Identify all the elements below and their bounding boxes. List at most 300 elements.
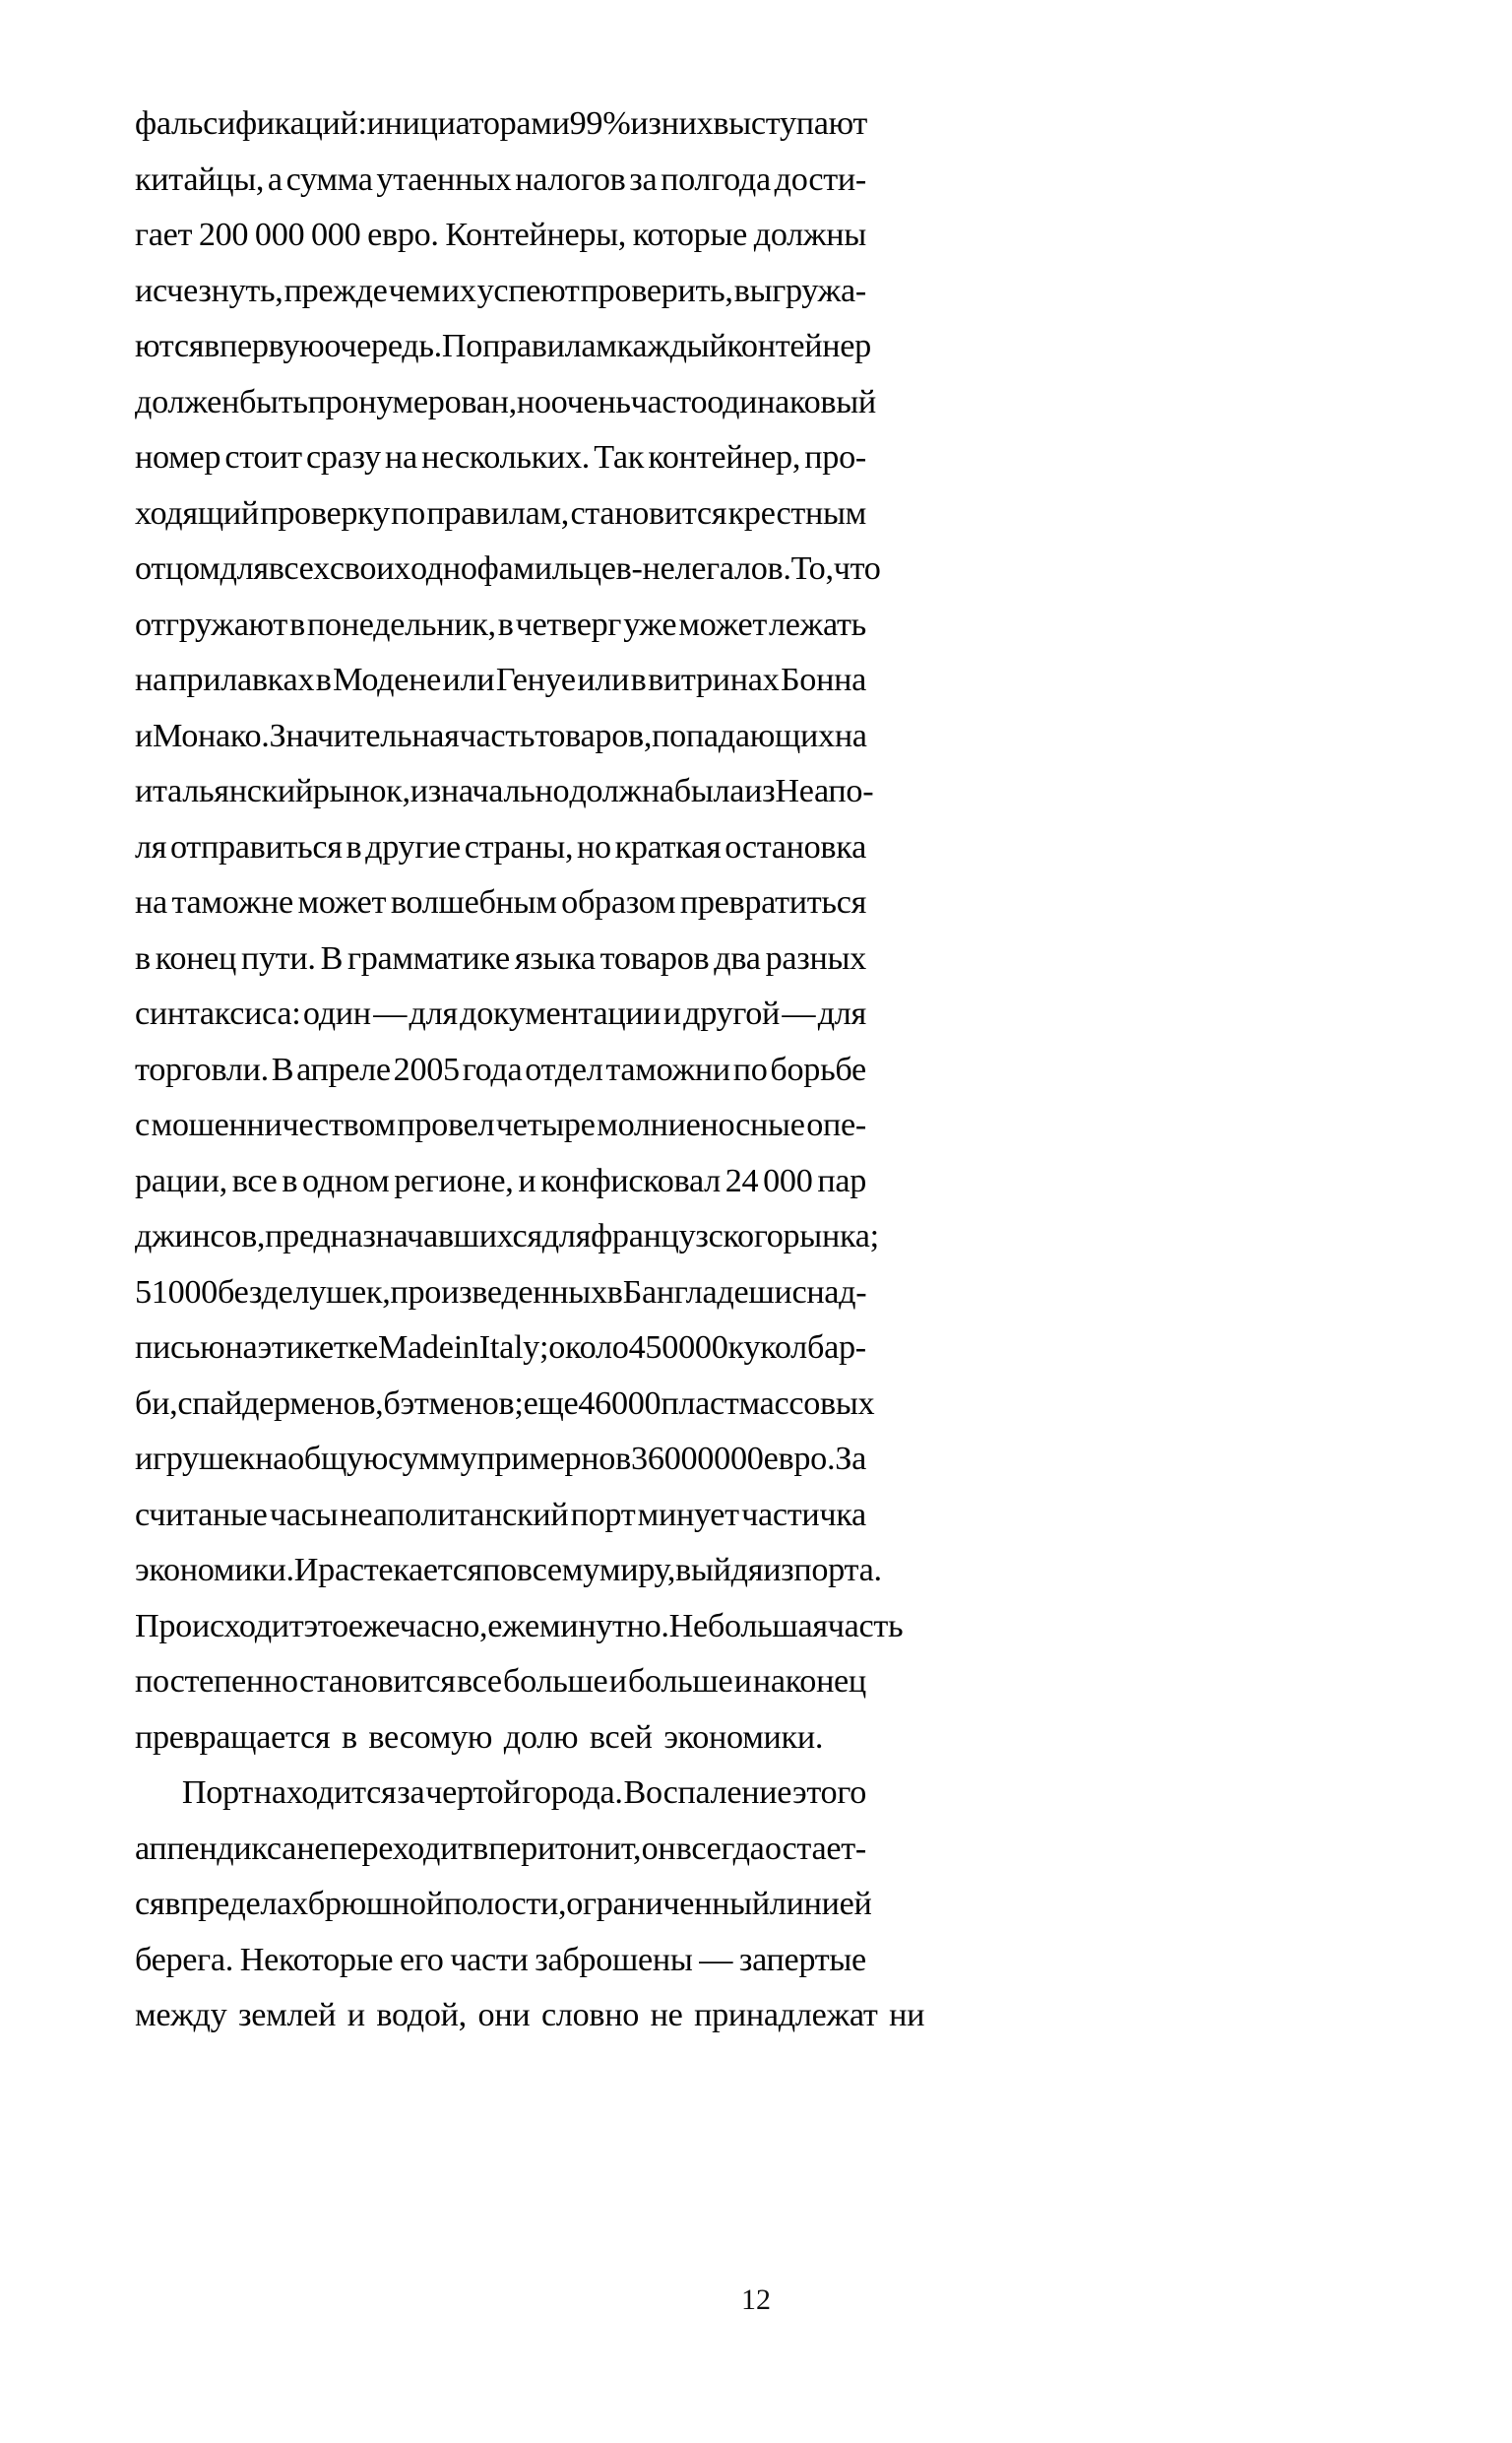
word: Небольшая <box>668 1607 828 1644</box>
word: экономики. <box>135 1552 294 1588</box>
word: считаные <box>135 1496 268 1533</box>
word: В <box>271 1051 294 1088</box>
word: Некоторые <box>239 1941 394 1978</box>
word: в <box>615 1441 631 1477</box>
word: разных <box>765 939 866 977</box>
word: всему <box>516 1552 599 1588</box>
word: Бангладеш <box>622 1273 775 1311</box>
word: часть <box>827 1607 904 1644</box>
word: — <box>782 996 816 1032</box>
word: образом <box>561 884 676 921</box>
word: часы <box>269 1496 339 1533</box>
word: должен <box>135 383 239 420</box>
word: товаров <box>599 939 710 977</box>
word: и <box>608 1663 627 1700</box>
word: может <box>297 884 387 921</box>
word: успеют <box>476 272 580 309</box>
text-line <box>135 1432 866 1488</box>
text-line <box>135 709 866 765</box>
text-line <box>135 1320 866 1377</box>
word: страны, <box>464 828 574 866</box>
text-line <box>135 1988 925 2044</box>
word: — <box>699 1941 733 1978</box>
word: года <box>462 1051 523 1088</box>
word: одном <box>302 1162 390 1199</box>
word: была <box>673 773 745 809</box>
word: в <box>289 606 305 643</box>
text-line <box>135 1209 879 1265</box>
word: аппендикса <box>135 1830 296 1867</box>
word: сумму <box>388 1441 477 1477</box>
word: молниеносные <box>597 1107 805 1143</box>
word: в <box>204 328 220 364</box>
word: изначально <box>410 773 570 809</box>
word: города. <box>522 1774 623 1811</box>
word: он <box>641 1830 676 1867</box>
text-line <box>135 1043 866 1099</box>
word: всех <box>268 550 330 587</box>
word: остает- <box>764 1830 866 1867</box>
word: спайдерменов, <box>177 1384 384 1422</box>
word: бэтменов; <box>383 1384 524 1422</box>
word: правилам <box>482 328 617 364</box>
word: все <box>231 1162 278 1199</box>
word: По <box>441 328 483 364</box>
text-line <box>135 542 881 598</box>
word: в <box>282 1162 298 1199</box>
word: на <box>834 717 867 754</box>
word: но <box>577 828 611 866</box>
word: над- <box>806 1273 867 1311</box>
word: отдел <box>525 1051 603 1088</box>
word: выгружа- <box>733 272 866 309</box>
word: языка <box>514 939 596 977</box>
word: миру, <box>598 1552 676 1588</box>
word: в <box>630 662 647 698</box>
word: 000 <box>763 1162 813 1199</box>
word: прежде <box>284 272 388 309</box>
word: заброшены <box>535 1941 693 1978</box>
text-line <box>135 430 866 486</box>
word: брюшной <box>307 1886 444 1922</box>
word: 000 <box>610 1384 662 1422</box>
word: 200 <box>198 217 249 253</box>
word: попадающих <box>652 717 835 754</box>
word: и <box>662 996 681 1032</box>
word: чертой <box>425 1774 522 1811</box>
word: а <box>267 161 283 198</box>
word: игрушек <box>135 1441 256 1477</box>
word: по <box>391 494 425 532</box>
word: ежеминутно. <box>487 1607 669 1644</box>
word: порта. <box>793 1552 882 1588</box>
word: конфисковал <box>540 1162 721 1199</box>
word: по <box>732 1051 768 1088</box>
word: товаров, <box>535 717 653 754</box>
word: берега. <box>135 1941 234 1978</box>
text-line <box>135 1710 866 1767</box>
word: это <box>303 1607 348 1644</box>
word: неаполитанский <box>340 1496 569 1533</box>
word: всей <box>589 1718 653 1756</box>
word: номер <box>135 439 221 476</box>
word: не <box>650 1997 683 2033</box>
word: 2005 <box>393 1051 460 1088</box>
word: весомую <box>368 1718 493 1756</box>
word: другой <box>683 996 781 1032</box>
word: евро. <box>367 217 439 253</box>
word: кукол <box>727 1329 807 1366</box>
word: писью <box>135 1329 225 1366</box>
word: должна <box>569 773 674 809</box>
word: части <box>450 1941 529 1978</box>
text-line <box>135 375 876 431</box>
word: про- <box>804 439 866 476</box>
word: бар- <box>807 1329 866 1366</box>
text-line <box>135 1766 866 1822</box>
word: конец <box>155 939 237 977</box>
word: но <box>516 383 551 420</box>
word: 000 <box>254 217 305 253</box>
text-line <box>135 875 866 932</box>
word: для <box>817 996 866 1032</box>
word: общую <box>287 1441 389 1477</box>
word: переходит <box>329 1830 472 1867</box>
word: ограниченный <box>566 1886 770 1922</box>
word: запертые <box>738 1941 866 1978</box>
word: таможне <box>171 884 293 921</box>
word: ежечасно, <box>347 1607 488 1644</box>
word: безделушек, <box>217 1273 391 1311</box>
body-text <box>135 96 925 2044</box>
word: для <box>220 550 269 587</box>
word: находится <box>253 1774 397 1811</box>
word: нескольких. <box>421 439 591 476</box>
word: в <box>315 662 332 698</box>
word: То, <box>790 550 834 587</box>
word: в <box>164 1886 181 1922</box>
word: Генуе <box>495 662 576 698</box>
word: 46 <box>578 1384 611 1422</box>
paragraph-indent <box>135 1766 181 1822</box>
text-line <box>135 1154 866 1210</box>
word: утаенных <box>376 161 512 198</box>
word: сразу <box>306 439 381 476</box>
word: еще <box>523 1384 579 1422</box>
word: больше <box>503 1663 608 1700</box>
word: очередь. <box>324 328 442 364</box>
word: синтаксиса: <box>135 996 301 1032</box>
word: и <box>346 1997 365 2033</box>
word: отцом <box>135 550 220 587</box>
word: и <box>135 717 153 754</box>
text-line <box>135 1098 866 1154</box>
word: больше <box>627 1663 733 1700</box>
text-line <box>135 96 866 153</box>
word: за <box>397 1774 425 1811</box>
word: его <box>399 1941 444 1978</box>
word: этого <box>791 1774 866 1811</box>
word: которые <box>632 217 748 253</box>
word: Воспаление <box>623 1774 792 1811</box>
word: из <box>744 773 776 809</box>
word: для <box>541 1218 592 1254</box>
word: джинсов, <box>135 1218 266 1254</box>
word: пластмассовых <box>661 1384 875 1422</box>
word: контейнер, <box>648 439 801 476</box>
text-line <box>135 1933 866 1989</box>
word: проверить, <box>580 272 733 309</box>
word: около <box>548 1329 629 1366</box>
word: краткая <box>614 828 722 866</box>
word: примерно <box>476 1441 616 1477</box>
word: китайцы, <box>135 161 265 198</box>
text-line <box>135 1543 882 1599</box>
word: 000 <box>663 1441 715 1477</box>
word: опе- <box>806 1107 866 1143</box>
word: И <box>293 1552 319 1588</box>
word: Модене <box>333 662 441 698</box>
word: Происходит <box>135 1607 304 1644</box>
word: проверку <box>260 494 390 532</box>
word: из <box>763 1552 794 1588</box>
text-line <box>135 319 871 375</box>
word: часть <box>459 717 536 754</box>
word: витринах <box>648 662 780 698</box>
word: произведенных <box>390 1273 607 1311</box>
word: с <box>791 1273 807 1311</box>
word: становится <box>298 1663 456 1700</box>
word: водой, <box>376 1997 467 2033</box>
word: в <box>135 939 151 977</box>
word: порт <box>570 1496 636 1533</box>
word: Неапо- <box>775 773 874 809</box>
word: грамматике <box>347 939 510 977</box>
word: итальянский <box>135 773 313 809</box>
word: Контейнеры, <box>445 217 627 253</box>
word: должны <box>753 217 866 253</box>
word: 000 <box>311 217 361 253</box>
word: очень <box>550 383 631 420</box>
word: для <box>409 996 458 1032</box>
word: четверг <box>515 606 622 643</box>
word: четыре <box>495 1107 596 1143</box>
word: быть <box>238 383 308 420</box>
word: ходящий <box>135 494 259 532</box>
text-line <box>135 208 866 264</box>
word: выступают <box>713 105 868 142</box>
word: дости- <box>774 161 866 198</box>
word: фальсификаций: <box>135 105 367 142</box>
word: 000 <box>678 1329 728 1366</box>
word: и <box>774 1273 792 1311</box>
text-line <box>135 1822 866 1878</box>
word: минует <box>637 1496 739 1533</box>
word: чем <box>388 272 441 309</box>
word: В <box>320 939 344 977</box>
word: землей <box>238 1997 337 2033</box>
word: предназначавшихся <box>265 1218 542 1254</box>
word: исчезнуть, <box>135 272 284 309</box>
word: правилам, <box>426 494 570 532</box>
word: и <box>733 1663 752 1700</box>
text-line <box>135 1877 872 1933</box>
text-line <box>135 598 866 654</box>
word: французского <box>591 1218 784 1254</box>
text-line <box>135 987 866 1043</box>
word: по <box>482 1552 517 1588</box>
word: на <box>224 1329 258 1366</box>
word: Так <box>594 439 645 476</box>
word: рации, <box>135 1162 227 1199</box>
word: пути. <box>240 939 316 977</box>
word: таможни <box>605 1051 730 1088</box>
text-line <box>135 153 866 209</box>
word: борьбе <box>770 1051 866 1088</box>
text-line <box>135 1265 866 1321</box>
word: наконец <box>752 1663 866 1700</box>
word: в <box>346 828 362 866</box>
word: экономики. <box>663 1718 824 1756</box>
word: в <box>497 606 514 643</box>
word: и <box>518 1162 536 1199</box>
word: сумма <box>285 161 373 198</box>
word: становится <box>570 494 727 532</box>
word: 51 <box>135 1273 168 1311</box>
page-number: 12 <box>741 2283 771 2316</box>
text-line <box>135 820 866 876</box>
word: 36 <box>631 1441 664 1477</box>
word: крестным <box>727 494 866 532</box>
word: они <box>477 1997 531 2033</box>
word: часто <box>630 383 708 420</box>
word: документации <box>460 996 662 1032</box>
word: пронумерован, <box>307 383 517 420</box>
word: уже <box>623 606 677 643</box>
word: линией <box>769 1886 872 1922</box>
word: За <box>835 1441 866 1477</box>
word: отгружают <box>135 606 288 643</box>
word: выйдя <box>675 1552 764 1588</box>
word: своих <box>329 550 410 587</box>
word: на <box>255 1441 288 1477</box>
word: на <box>135 884 167 921</box>
word: другие <box>365 828 461 866</box>
word: полгода <box>661 161 771 198</box>
text-line <box>135 1654 866 1710</box>
word: рынка; <box>783 1218 879 1254</box>
word: за <box>629 161 658 198</box>
text-line <box>135 764 874 820</box>
word: 000 <box>714 1441 764 1477</box>
word: их <box>441 272 476 309</box>
word: превратиться <box>679 884 866 921</box>
word: регионе, <box>394 1162 514 1199</box>
word: на <box>385 439 417 476</box>
word: может <box>678 606 767 643</box>
word: гает <box>135 217 193 253</box>
word: Italy; <box>478 1329 549 1366</box>
word: стоит <box>224 439 302 476</box>
word: 000 <box>167 1273 218 1311</box>
word: лежать <box>769 606 866 643</box>
word: между <box>135 1997 227 2033</box>
word: полости, <box>443 1886 567 1922</box>
word: торговли. <box>135 1051 269 1088</box>
word: растекается <box>318 1552 483 1588</box>
word: один <box>302 996 371 1032</box>
word: что <box>833 550 881 587</box>
word: в <box>341 1718 357 1756</box>
word: понедельник, <box>306 606 496 643</box>
text-line <box>135 1377 875 1433</box>
word: или <box>442 662 495 698</box>
word: ни <box>889 1997 925 2033</box>
word: остановка <box>724 828 866 866</box>
word: волшебным <box>390 884 557 921</box>
word: контейнер <box>726 328 871 364</box>
text-line <box>135 653 866 709</box>
word: на <box>135 662 167 698</box>
word: одинаковый <box>707 383 876 420</box>
word: все <box>456 1663 502 1700</box>
word: этикетке <box>257 1329 378 1366</box>
word: рынок, <box>312 773 410 809</box>
word: однофамильцев-нелегалов. <box>410 550 791 587</box>
word: превращается <box>135 1718 331 1756</box>
word: прилавках <box>168 662 315 698</box>
word: или <box>577 662 630 698</box>
word: мошенничеством <box>151 1107 396 1143</box>
word: каждый <box>616 328 727 364</box>
word: с <box>135 1107 150 1143</box>
word: евро. <box>763 1441 836 1477</box>
text-column <box>135 96 925 2044</box>
word: пар <box>817 1162 866 1199</box>
word: в <box>606 1273 623 1311</box>
word: словно <box>540 1997 640 2033</box>
word: ются <box>135 328 205 364</box>
text-line <box>135 1488 866 1544</box>
word: би, <box>135 1384 178 1422</box>
word: в <box>472 1830 488 1867</box>
word: два <box>714 939 761 977</box>
word: 450 <box>628 1329 679 1366</box>
text-line <box>135 932 866 988</box>
word: долю <box>503 1718 579 1756</box>
word: Бонна <box>780 662 866 698</box>
text-line <box>135 1599 904 1655</box>
word: ся <box>135 1886 165 1922</box>
word: первую <box>220 328 325 364</box>
word: отправиться <box>169 828 343 866</box>
word: Монако. <box>153 717 270 754</box>
word: частичка <box>741 1496 866 1533</box>
word: принадлежат <box>694 1997 878 2033</box>
word: них <box>661 105 714 142</box>
text-line <box>135 486 866 543</box>
word: 99% <box>569 105 631 142</box>
word: Порт <box>181 1774 253 1811</box>
text-line <box>135 264 866 320</box>
word: пределах <box>180 1886 308 1922</box>
word: налогов <box>515 161 626 198</box>
word: провел <box>397 1107 495 1143</box>
word: апреле <box>296 1051 391 1088</box>
word: перитонит, <box>488 1830 642 1867</box>
word: из <box>630 105 662 142</box>
word: in <box>453 1329 479 1366</box>
